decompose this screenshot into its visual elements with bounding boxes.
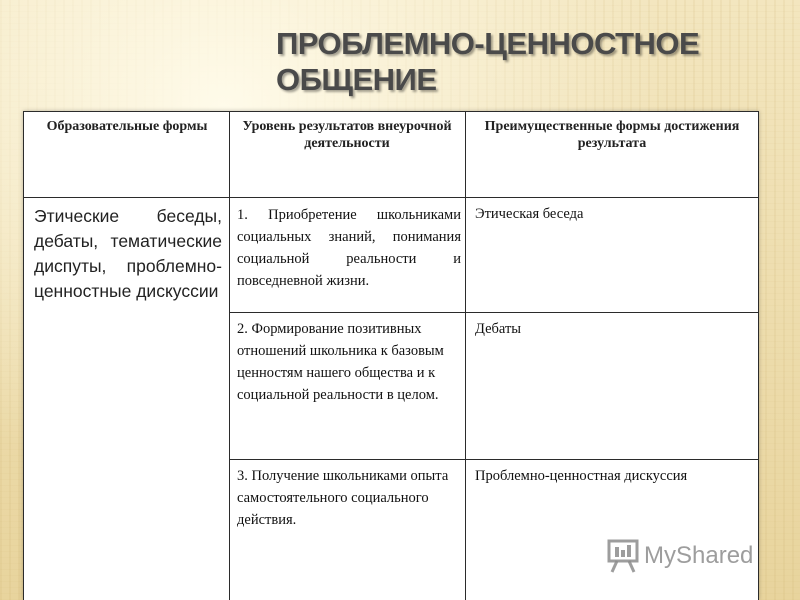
table-divider <box>465 111 466 600</box>
form-cell: Дебаты <box>475 321 522 337</box>
table-divider <box>229 312 759 313</box>
header-cell-level: Уровень результатов внеурочной деятельности <box>242 119 452 151</box>
educational-forms-cell: Этические беседы, дебаты, тематические диспуты, проблемно-ценностные дискуссии <box>34 206 222 301</box>
table-divider <box>23 197 759 198</box>
presentation-board-icon <box>606 538 640 574</box>
level-cell: 3. Получение школьниками опыта самостоятельного социального действия. <box>237 468 449 528</box>
slide-title-line-2: ОБЩЕНИЕ <box>276 62 437 97</box>
myshared-watermark <box>606 536 753 576</box>
table-divider <box>23 111 24 600</box>
results-table <box>23 111 759 600</box>
level-cell: 2. Формирование позитивных отношений школьника к базовым ценностям нашего общества и к социальной реальности в целом. <box>237 321 444 403</box>
slide-title-line-1: ПРОБЛЕМНО-ЦЕННОСТНОЕ <box>276 26 700 61</box>
header-cell-result-forms: Преимущественные формы достижения результата <box>484 119 740 151</box>
slide-title <box>276 26 776 98</box>
form-cell: Этическая беседа <box>475 206 584 222</box>
form-cell: Проблемно-ценностная дискуссия <box>475 468 688 484</box>
table-divider <box>229 111 230 600</box>
watermark-text: MyShared <box>644 542 754 569</box>
header-cell-forms: Образовательные формы <box>46 119 208 134</box>
table-divider <box>758 111 759 600</box>
table-divider <box>229 459 759 460</box>
table-divider <box>23 111 759 112</box>
level-cell: 1. Приобретение школьниками социальных знаний, понимания социальной реальности и повседневной жизни. <box>237 207 461 289</box>
